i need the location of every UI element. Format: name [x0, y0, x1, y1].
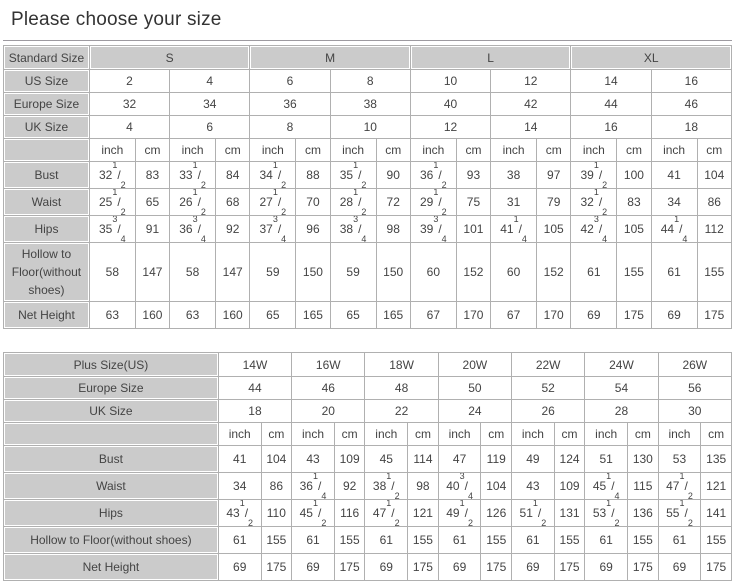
measure-value-cell: 63: [89, 302, 135, 329]
standard-size-table-body: [4, 46, 732, 329]
measure-value-cell: 63: [170, 302, 216, 329]
measure-value-cell: 105: [537, 216, 571, 243]
measure-value-cell: 59: [330, 243, 376, 302]
unit-cell-inch: inch: [491, 139, 537, 162]
size-group-cell-xl: XL: [571, 46, 732, 70]
size-row-uk-size: [4, 400, 732, 423]
measure-value-cell: 69: [438, 554, 481, 581]
measure-value-cell: 155: [334, 527, 365, 554]
measure-value-cell: $33^1/_2$: [170, 162, 216, 189]
unit-cell-inch: inch: [292, 423, 335, 446]
measure-value-cell: 104: [261, 446, 292, 473]
size-value-cell: 18: [651, 116, 731, 139]
measure-value-cell: 170: [456, 302, 490, 329]
measure-value-cell: 41: [218, 446, 261, 473]
measure-value-cell: 175: [334, 554, 365, 581]
standard-size-table: [3, 45, 732, 329]
row-label-bust: Bust: [4, 162, 90, 189]
row-label-net-height: Net Height: [4, 302, 90, 329]
measure-value-cell: 96: [296, 216, 330, 243]
measure-value-cell: 68: [216, 189, 250, 216]
measure-value-cell: 58: [170, 243, 216, 302]
size-row-us-size: [4, 70, 732, 93]
measure-value-cell: 131: [554, 500, 585, 527]
measure-value-cell: 175: [697, 302, 732, 329]
measure-value-cell: 92: [334, 473, 365, 500]
measure-value-cell: 90: [376, 162, 410, 189]
plus-size-table-body: [4, 353, 732, 581]
size-group-cell-14w: 14W: [218, 353, 291, 377]
measure-value-cell: 165: [376, 302, 410, 329]
unit-row-corner-cell: [4, 423, 219, 446]
standard-table-corner-label: Standard Size: [4, 46, 90, 70]
size-value-cell: 8: [250, 116, 330, 139]
unit-cell-inch: inch: [651, 139, 697, 162]
measure-value-cell: 72: [376, 189, 410, 216]
unit-cell-inch: inch: [438, 423, 481, 446]
measure-value-cell: 83: [135, 162, 169, 189]
measure-value-cell: 41: [651, 162, 697, 189]
measure-value-cell: 65: [250, 302, 296, 329]
measure-value-cell: $44^1/_4$: [651, 216, 697, 243]
size-value-cell: 46: [651, 93, 731, 116]
measure-value-cell: 175: [481, 554, 512, 581]
size-value-cell: 42: [491, 93, 571, 116]
measure-value-cell: 59: [250, 243, 296, 302]
measure-row-hollow-to-floor-without-shoes: [4, 527, 732, 554]
measure-value-cell: 121: [701, 473, 732, 500]
measure-value-cell: 61: [365, 527, 408, 554]
measure-value-cell: 115: [628, 473, 659, 500]
measure-value-cell: 69: [365, 554, 408, 581]
row-label-hips: Hips: [4, 500, 219, 527]
measure-value-cell: $25^1/_2$: [89, 189, 135, 216]
size-group-cell-m: M: [250, 46, 411, 70]
measure-value-cell: 60: [491, 243, 537, 302]
measure-value-cell: 65: [135, 189, 169, 216]
measure-value-cell: 112: [697, 216, 732, 243]
measure-value-cell: 98: [376, 216, 410, 243]
measure-value-cell: 147: [216, 243, 250, 302]
unit-cell-inch: inch: [170, 139, 216, 162]
unit-cell-inch: inch: [512, 423, 555, 446]
measure-value-cell: 65: [330, 302, 376, 329]
size-group-cell-20w: 20W: [438, 353, 511, 377]
measure-value-cell: 155: [701, 527, 732, 554]
measure-row-waist: [4, 473, 732, 500]
unit-cell-cm: cm: [135, 139, 169, 162]
size-value-cell: 14: [571, 70, 651, 93]
size-value-cell: 6: [170, 116, 250, 139]
measure-value-cell: 53: [658, 446, 701, 473]
measure-value-cell: $39^3/_4$: [410, 216, 456, 243]
size-value-cell: 18: [218, 400, 291, 423]
measure-value-cell: 45: [365, 446, 408, 473]
size-value-cell: 52: [512, 377, 585, 400]
measure-value-cell: $42^3/_4$: [571, 216, 617, 243]
measure-value-cell: $41^1/_4$: [491, 216, 537, 243]
unit-row: [4, 423, 732, 446]
size-value-cell: 10: [330, 116, 410, 139]
unit-cell-cm: cm: [628, 423, 659, 446]
size-group-cell-26w: 26W: [658, 353, 731, 377]
measure-value-cell: 105: [617, 216, 651, 243]
size-row-uk-size: [4, 116, 732, 139]
measure-value-cell: 60: [410, 243, 456, 302]
measure-value-cell: $36^3/_4$: [170, 216, 216, 243]
measure-value-cell: 69: [512, 554, 555, 581]
measure-row-hips: [4, 500, 732, 527]
row-label-waist: Waist: [4, 189, 90, 216]
unit-cell-cm: cm: [376, 139, 410, 162]
unit-cell-inch: inch: [330, 139, 376, 162]
measure-value-cell: $43^1/_2$: [218, 500, 261, 527]
measure-value-cell: 130: [628, 446, 659, 473]
measure-row-bust: [4, 446, 732, 473]
measure-value-cell: 135: [701, 446, 732, 473]
size-value-cell: 22: [365, 400, 438, 423]
measure-value-cell: 61: [218, 527, 261, 554]
measure-value-cell: $45^1/_2$: [292, 500, 335, 527]
size-group-cell-l: L: [410, 46, 571, 70]
size-value-cell: 34: [170, 93, 250, 116]
size-value-cell: 24: [438, 400, 511, 423]
measure-value-cell: 38: [491, 162, 537, 189]
size-value-cell: 4: [170, 70, 250, 93]
measure-value-cell: 101: [456, 216, 490, 243]
measure-value-cell: 69: [292, 554, 335, 581]
unit-cell-cm: cm: [296, 139, 330, 162]
measure-value-cell: 175: [261, 554, 292, 581]
unit-cell-inch: inch: [218, 423, 261, 446]
measure-value-cell: $38^3/_4$: [330, 216, 376, 243]
measure-value-cell: 152: [456, 243, 490, 302]
measure-value-cell: $27^1/_2$: [250, 189, 296, 216]
measure-value-cell: 104: [481, 473, 512, 500]
measure-value-cell: 152: [537, 243, 571, 302]
measure-value-cell: $55^1/_2$: [658, 500, 701, 527]
measure-value-cell: 160: [135, 302, 169, 329]
measure-value-cell: 69: [651, 302, 697, 329]
unit-cell-cm: cm: [537, 139, 571, 162]
measure-value-cell: 155: [697, 243, 732, 302]
measure-value-cell: 43: [292, 446, 335, 473]
unit-cell-cm: cm: [456, 139, 490, 162]
measure-value-cell: $38^1/_2$: [365, 473, 408, 500]
size-group-cell-s: S: [89, 46, 250, 70]
measure-value-cell: 69: [585, 554, 628, 581]
size-value-cell: 16: [571, 116, 651, 139]
measure-value-cell: 175: [617, 302, 651, 329]
measure-value-cell: 109: [554, 473, 585, 500]
size-value-cell: 4: [89, 116, 169, 139]
size-value-cell: 2: [89, 70, 169, 93]
measure-value-cell: $26^1/_2$: [170, 189, 216, 216]
measure-value-cell: 100: [617, 162, 651, 189]
row-label-hollow-to-floor-without-shoes: Hollow to Floor(without shoes): [4, 527, 219, 554]
measure-value-cell: 47: [438, 446, 481, 473]
measure-value-cell: 175: [408, 554, 439, 581]
measure-value-cell: 34: [218, 473, 261, 500]
measure-row-hips: [4, 216, 732, 243]
unit-cell-cm: cm: [481, 423, 512, 446]
row-label-hips: Hips: [4, 216, 90, 243]
size-group-cell-24w: 24W: [585, 353, 658, 377]
measure-value-cell: 69: [658, 554, 701, 581]
size-value-cell: 8: [330, 70, 410, 93]
size-row-europe-size: [4, 377, 732, 400]
measure-value-cell: $45^1/_4$: [585, 473, 628, 500]
measure-value-cell: 61: [651, 243, 697, 302]
row-label-waist: Waist: [4, 473, 219, 500]
measure-value-cell: 150: [296, 243, 330, 302]
unit-cell-cm: cm: [334, 423, 365, 446]
size-group-header-row: [4, 353, 732, 377]
measure-value-cell: 116: [334, 500, 365, 527]
measure-value-cell: 93: [456, 162, 490, 189]
size-group-cell-18w: 18W: [365, 353, 438, 377]
measure-value-cell: 67: [491, 302, 537, 329]
unit-cell-cm: cm: [216, 139, 250, 162]
measure-value-cell: 155: [617, 243, 651, 302]
measure-value-cell: 67: [410, 302, 456, 329]
measure-value-cell: 61: [571, 243, 617, 302]
measure-value-cell: $36^1/_2$: [410, 162, 456, 189]
measure-value-cell: 155: [481, 527, 512, 554]
row-label-bust: Bust: [4, 446, 219, 473]
size-value-cell: 20: [292, 400, 365, 423]
measure-row-bust: [4, 162, 732, 189]
unit-cell-inch: inch: [585, 423, 628, 446]
unit-cell-inch: inch: [658, 423, 701, 446]
measure-value-cell: $35^1/_2$: [330, 162, 376, 189]
unit-cell-cm: cm: [261, 423, 292, 446]
measure-value-cell: $34^1/_2$: [250, 162, 296, 189]
measure-value-cell: 61: [585, 527, 628, 554]
measure-value-cell: 91: [135, 216, 169, 243]
size-value-cell: 6: [250, 70, 330, 93]
row-label-hollow-to-floor-without-shoes: Hollow to Floor(without shoes): [4, 243, 90, 302]
size-value-cell: 14: [491, 116, 571, 139]
measure-value-cell: 170: [537, 302, 571, 329]
size-value-cell: 48: [365, 377, 438, 400]
measure-value-cell: 104: [697, 162, 732, 189]
measure-row-net-height: [4, 302, 732, 329]
plus-size-table: [3, 352, 732, 581]
measure-value-cell: 121: [408, 500, 439, 527]
measure-value-cell: 43: [512, 473, 555, 500]
measure-value-cell: 79: [537, 189, 571, 216]
row-label-uk-size: UK Size: [4, 400, 219, 423]
measure-value-cell: 69: [218, 554, 261, 581]
unit-cell-cm: cm: [701, 423, 732, 446]
plus-table-corner-label: Plus Size(US): [4, 353, 219, 377]
size-value-cell: 32: [89, 93, 169, 116]
measure-value-cell: 155: [261, 527, 292, 554]
measure-value-cell: 86: [261, 473, 292, 500]
page-title: Please choose your size: [11, 9, 222, 30]
measure-value-cell: $32^1/_2$: [89, 162, 135, 189]
row-label-uk-size: UK Size: [4, 116, 90, 139]
measure-value-cell: 61: [292, 527, 335, 554]
measure-value-cell: $37^3/_4$: [250, 216, 296, 243]
measure-value-cell: 84: [216, 162, 250, 189]
measure-value-cell: $40^3/_4$: [438, 473, 481, 500]
measure-value-cell: $35^3/_4$: [89, 216, 135, 243]
size-value-cell: 10: [410, 70, 490, 93]
size-value-cell: 12: [491, 70, 571, 93]
measure-value-cell: $47^1/_2$: [658, 473, 701, 500]
measure-row-waist: [4, 189, 732, 216]
unit-cell-cm: cm: [617, 139, 651, 162]
size-value-cell: 40: [410, 93, 490, 116]
size-group-cell-22w: 22W: [512, 353, 585, 377]
measure-value-cell: $51^1/_2$: [512, 500, 555, 527]
measure-value-cell: 51: [585, 446, 628, 473]
measure-value-cell: 97: [537, 162, 571, 189]
unit-row-corner-cell: [4, 139, 90, 162]
measure-value-cell: 155: [554, 527, 585, 554]
size-value-cell: 44: [218, 377, 291, 400]
measure-value-cell: 69: [571, 302, 617, 329]
unit-cell-inch: inch: [250, 139, 296, 162]
unit-cell-inch: inch: [410, 139, 456, 162]
unit-cell-inch: inch: [89, 139, 135, 162]
measure-value-cell: 136: [628, 500, 659, 527]
measure-value-cell: $39^1/_2$: [571, 162, 617, 189]
measure-value-cell: $32^1/_2$: [571, 189, 617, 216]
measure-value-cell: 61: [512, 527, 555, 554]
size-value-cell: 30: [658, 400, 731, 423]
unit-cell-cm: cm: [554, 423, 585, 446]
measure-value-cell: $28^1/_2$: [330, 189, 376, 216]
measure-value-cell: 34: [651, 189, 697, 216]
size-chart-panel: [0, 9, 735, 581]
unit-cell-cm: cm: [408, 423, 439, 446]
measure-value-cell: 92: [216, 216, 250, 243]
measure-value-cell: 160: [216, 302, 250, 329]
measure-value-cell: 175: [628, 554, 659, 581]
size-group-header-row: [4, 46, 732, 70]
size-value-cell: 46: [292, 377, 365, 400]
row-label-net-height: Net Height: [4, 554, 219, 581]
row-label-europe-size: Europe Size: [4, 377, 219, 400]
measure-value-cell: 119: [481, 446, 512, 473]
measure-row-hollow-to-floor-without-shoes: [4, 243, 732, 302]
measure-value-cell: 88: [296, 162, 330, 189]
unit-cell-inch: inch: [365, 423, 408, 446]
size-value-cell: 44: [571, 93, 651, 116]
measure-value-cell: $53^1/_2$: [585, 500, 628, 527]
size-value-cell: 16: [651, 70, 731, 93]
size-group-cell-16w: 16W: [292, 353, 365, 377]
size-value-cell: 56: [658, 377, 731, 400]
measure-value-cell: 114: [408, 446, 439, 473]
measure-value-cell: 70: [296, 189, 330, 216]
measure-value-cell: 126: [481, 500, 512, 527]
measure-value-cell: 83: [617, 189, 651, 216]
measure-value-cell: 75: [456, 189, 490, 216]
row-label-europe-size: Europe Size: [4, 93, 90, 116]
size-value-cell: 12: [410, 116, 490, 139]
measure-value-cell: $47^1/_2$: [365, 500, 408, 527]
measure-value-cell: 98: [408, 473, 439, 500]
measure-value-cell: 155: [408, 527, 439, 554]
measure-value-cell: 150: [376, 243, 410, 302]
unit-cell-cm: cm: [697, 139, 732, 162]
measure-value-cell: $49^1/_2$: [438, 500, 481, 527]
measure-value-cell: 58: [89, 243, 135, 302]
measure-value-cell: $29^1/_2$: [410, 189, 456, 216]
measure-value-cell: 124: [554, 446, 585, 473]
measure-value-cell: 61: [658, 527, 701, 554]
measure-value-cell: 141: [701, 500, 732, 527]
measure-value-cell: 109: [334, 446, 365, 473]
size-value-cell: 54: [585, 377, 658, 400]
size-value-cell: 26: [512, 400, 585, 423]
measure-value-cell: 49: [512, 446, 555, 473]
measure-value-cell: 147: [135, 243, 169, 302]
measure-value-cell: 31: [491, 189, 537, 216]
unit-cell-inch: inch: [571, 139, 617, 162]
size-value-cell: 28: [585, 400, 658, 423]
measure-value-cell: 86: [697, 189, 732, 216]
measure-value-cell: 175: [701, 554, 732, 581]
size-value-cell: 50: [438, 377, 511, 400]
measure-value-cell: 165: [296, 302, 330, 329]
size-value-cell: 36: [250, 93, 330, 116]
measure-value-cell: $36^1/_4$: [292, 473, 335, 500]
measure-value-cell: 175: [554, 554, 585, 581]
row-label-us-size: US Size: [4, 70, 90, 93]
size-value-cell: 38: [330, 93, 410, 116]
title-divider: [3, 40, 732, 41]
measure-value-cell: 61: [438, 527, 481, 554]
size-row-europe-size: [4, 93, 732, 116]
measure-value-cell: 110: [261, 500, 292, 527]
unit-row: [4, 139, 732, 162]
measure-value-cell: 155: [628, 527, 659, 554]
